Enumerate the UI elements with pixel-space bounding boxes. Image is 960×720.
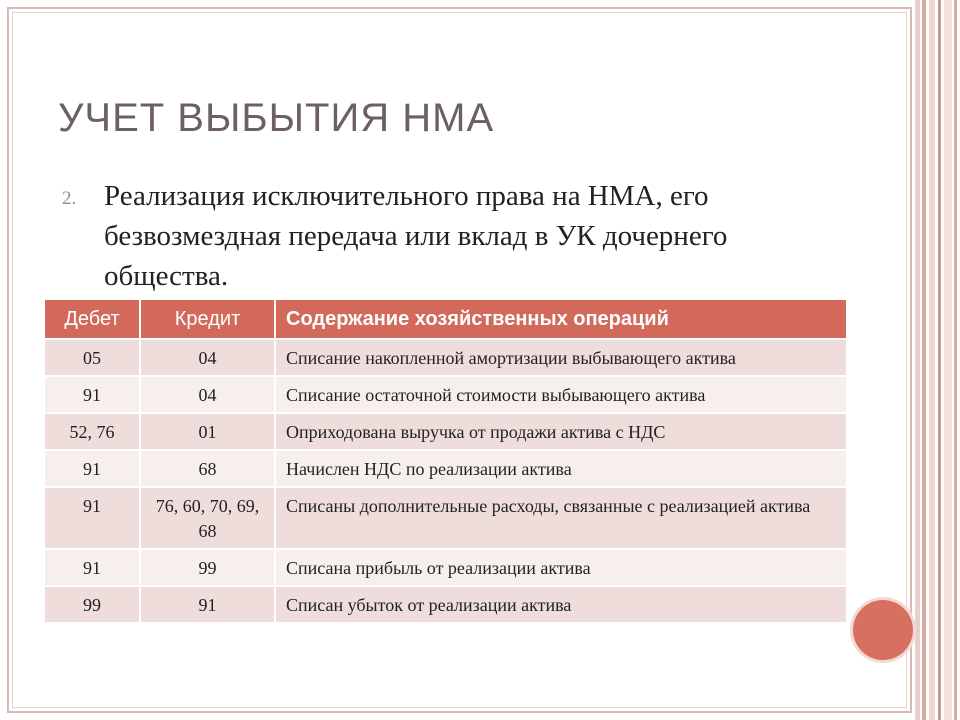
- decorative-stripe: [954, 0, 957, 720]
- decorative-stripe: [938, 0, 941, 720]
- list-item-text: Реализация исключительного права на НМА, его безвозмездная передача или вклад в УК дочернего общества.: [104, 180, 728, 292]
- cell-description: Списана прибыль от реализации актива: [275, 549, 846, 586]
- table-header-row: [45, 300, 846, 339]
- cell-description: Начислен НДС по реализации актива: [275, 450, 846, 487]
- cell-debit: 91: [45, 549, 140, 586]
- table-row: [45, 586, 846, 623]
- cell-description: Списаны дополнительные расходы, связанные с реализацией актива: [275, 487, 846, 549]
- cell-debit: 05: [45, 339, 140, 376]
- cell-debit: 91: [45, 487, 140, 549]
- cell-debit: 91: [45, 450, 140, 487]
- table-row: [45, 549, 846, 586]
- cell-description: Оприходована выручка от продажи актива с НДС: [275, 413, 846, 450]
- header-description: Содержание хозяйственных операций: [275, 300, 846, 339]
- cell-debit: 91: [45, 376, 140, 413]
- cell-description: Списание накопленной амортизации выбывающего актива: [275, 339, 846, 376]
- table-row: [45, 339, 846, 376]
- table-row: [45, 450, 846, 487]
- table-row: [45, 413, 846, 450]
- header-credit: Кредит: [140, 300, 275, 339]
- cell-description: Списание остаточной стоимости выбывающего актива: [275, 376, 846, 413]
- decorative-stripe: [915, 0, 920, 720]
- decorative-stripe: [929, 0, 935, 720]
- cell-credit: 68: [140, 450, 275, 487]
- cell-debit: 52, 76: [45, 413, 140, 450]
- decorative-circle: [853, 600, 913, 660]
- accounting-entries-table: [45, 300, 846, 624]
- slide-title: УЧЕТ ВЫБЫТИЯ НМА: [58, 96, 495, 140]
- header-debit: Дебет: [45, 300, 140, 339]
- cell-debit: 99: [45, 586, 140, 623]
- table-row: [45, 487, 846, 549]
- cell-credit: 76, 60, 70, 69, 68: [140, 487, 275, 549]
- cell-credit: 04: [140, 376, 275, 413]
- cell-credit: 99: [140, 549, 275, 586]
- decorative-stripe: [922, 0, 926, 720]
- list-number: 2.: [62, 188, 77, 209]
- cell-credit: 91: [140, 586, 275, 623]
- cell-credit: 01: [140, 413, 275, 450]
- cell-description: Списан убыток от реализации актива: [275, 586, 846, 623]
- table-row: [45, 376, 846, 413]
- decorative-stripe: [944, 0, 952, 720]
- cell-credit: 04: [140, 339, 275, 376]
